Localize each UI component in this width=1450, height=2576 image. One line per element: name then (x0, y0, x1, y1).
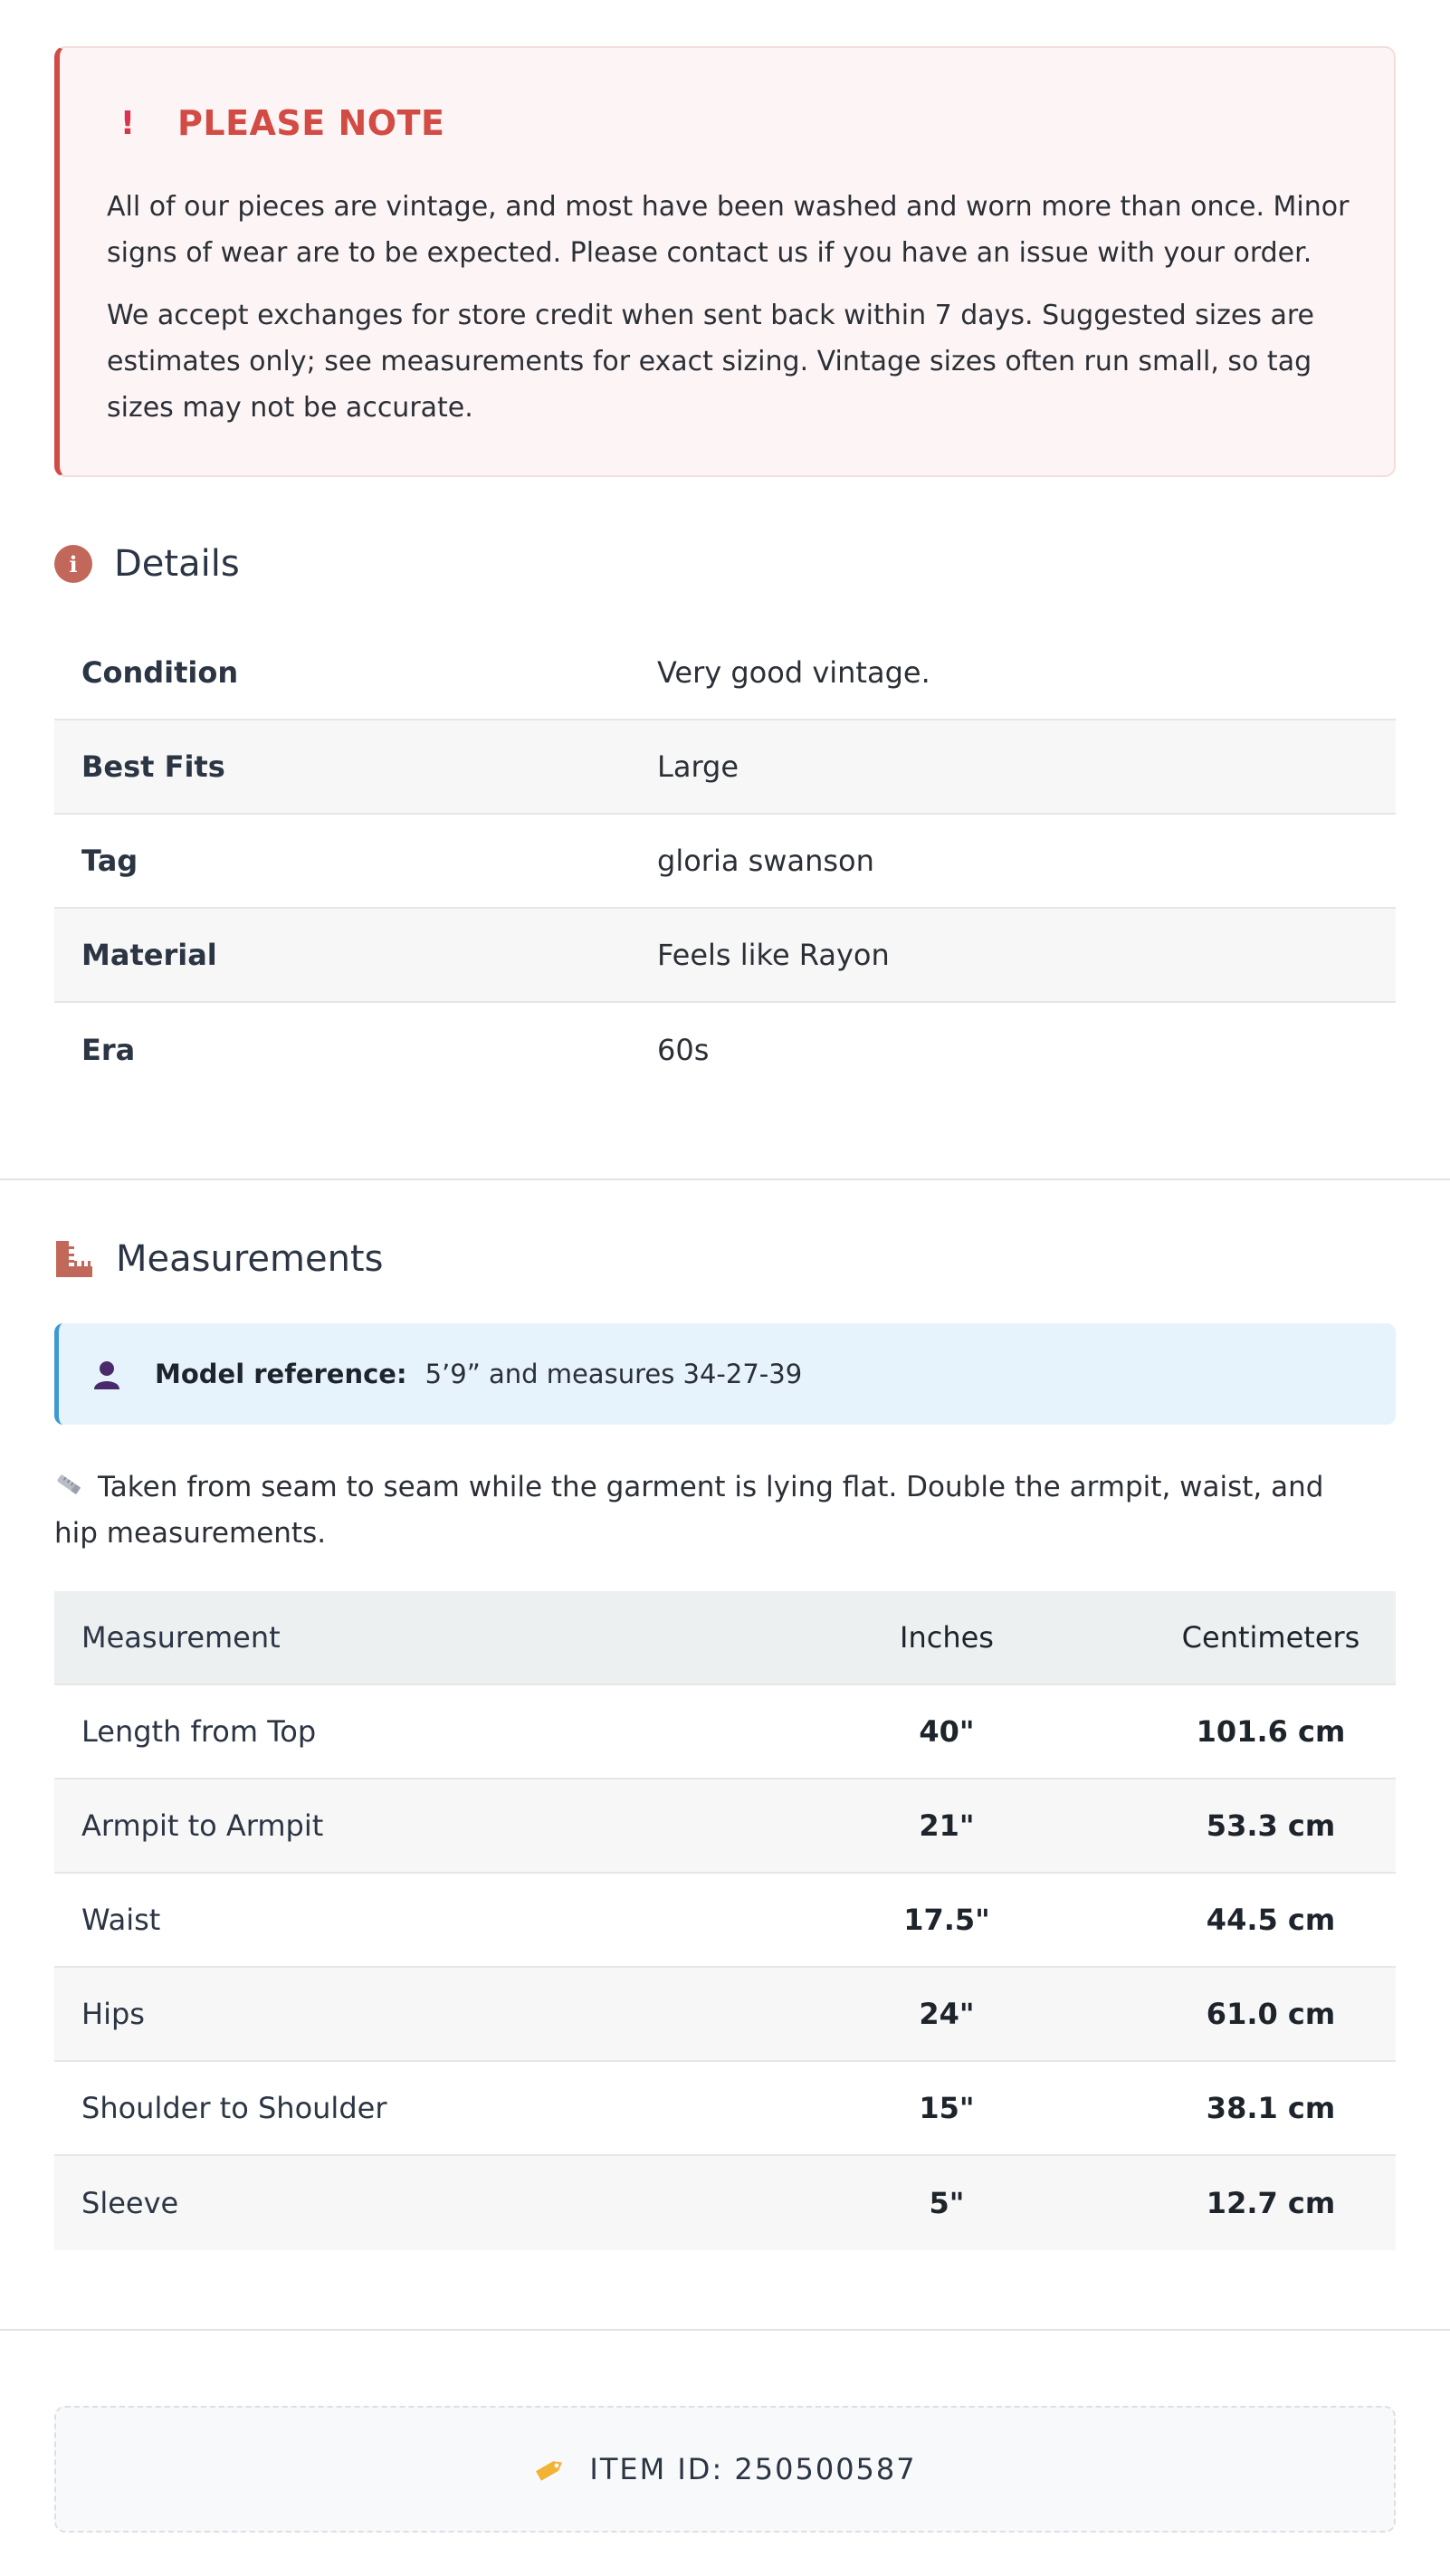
details-key: Material (81, 938, 217, 972)
exclamation-icon: ! (119, 104, 136, 142)
measurement-inches: 40" (919, 1714, 975, 1749)
notice-paragraph-2: We accept exchanges for store credit when sent back within 7 days. Suggested sizes are estimates only; see measurements for exact sizing. Vintage sizes often run small, so tag sizes may not be accurate. (107, 300, 1315, 424)
details-key: Best Fits (81, 749, 225, 784)
item-id-box (54, 2406, 1396, 2533)
details-row (54, 626, 1396, 720)
section-divider (0, 1178, 1450, 1180)
measurements-header-row (54, 1591, 1396, 1685)
tag-icon (533, 2456, 568, 2483)
measurement-inches: 21" (919, 1808, 975, 1843)
details-row (54, 909, 1396, 1003)
measurement-inches: 15" (919, 2091, 975, 2125)
model-reference-value: 5’9” and measures 34-27-39 (425, 1359, 803, 1389)
measurement-cm: 12.7 cm (1206, 2186, 1336, 2220)
person-icon (91, 1359, 122, 1389)
measurement-note (54, 1465, 1358, 1557)
details-key: Condition (81, 655, 239, 690)
measurement-cm: 101.6 cm (1196, 1714, 1346, 1749)
measurements-header (54, 1236, 383, 1282)
table-row (54, 2156, 1396, 2250)
notice-paragraph-1: All of our pieces are vintage, and most have been washed and worn more than once. Minor signs of wear are to be expected. Please contact us if you have an issue with your order. (107, 191, 1350, 269)
measurement-inches: 24" (919, 1997, 975, 2031)
measurement-name: Waist (81, 1903, 161, 1937)
notice-header (114, 102, 444, 144)
table-row (54, 1779, 1396, 1874)
model-reference-label: Model reference: (155, 1359, 407, 1389)
measurement-name: Shoulder to Shoulder (81, 2091, 387, 2125)
column-header-inches: Inches (900, 1620, 994, 1655)
details-value: Feels like Rayon (657, 938, 890, 972)
details-key: Tag (81, 844, 138, 878)
details-row (54, 720, 1396, 815)
column-header-centimeters: Centimeters (1181, 1620, 1360, 1655)
measurement-inches: 17.5" (903, 1903, 990, 1937)
measurement-name: Sleeve (81, 2186, 179, 2220)
details-table (54, 626, 1396, 1097)
measurement-name: Length from Top (81, 1714, 317, 1749)
column-header-measurement: Measurement (81, 1620, 281, 1655)
measurement-note-text: Taken from seam to seam while the garment is lying flat. Double the armpit, waist, and hip measurements. (54, 1471, 1324, 1550)
measurement-cm: 61.0 cm (1206, 1997, 1336, 2031)
details-value: gloria swanson (657, 844, 874, 878)
table-row (54, 1874, 1396, 1968)
details-value: Very good vintage. (657, 655, 930, 690)
notice-box (54, 46, 1396, 477)
info-icon: i (54, 545, 92, 583)
measurement-inches: 5" (929, 2186, 965, 2220)
measurement-name: Armpit to Armpit (81, 1808, 324, 1843)
notice-title: PLEASE NOTE (177, 103, 445, 143)
pencil-icon (54, 1465, 85, 1511)
measurement-name: Hips (81, 1997, 145, 2031)
item-id: ITEM ID: 250500587 (589, 2452, 917, 2486)
measurements-title: Measurements (116, 1238, 384, 1280)
details-header (54, 541, 240, 587)
table-row (54, 1968, 1396, 2062)
table-row (54, 2062, 1396, 2156)
table-row (54, 1685, 1396, 1779)
details-row (54, 815, 1396, 909)
measurement-cm: 44.5 cm (1206, 1903, 1336, 1937)
details-title: Details (114, 543, 240, 585)
details-key: Era (81, 1033, 136, 1067)
measurement-cm: 38.1 cm (1206, 2091, 1336, 2125)
details-value: Large (657, 749, 739, 784)
measurements-table (54, 1591, 1396, 2250)
details-row (54, 1003, 1396, 1097)
ruler-icon (54, 1239, 94, 1279)
measurement-cm: 53.3 cm (1206, 1808, 1336, 1843)
section-divider (0, 2329, 1450, 2331)
details-value: 60s (657, 1033, 710, 1067)
model-reference-box (54, 1323, 1396, 1425)
